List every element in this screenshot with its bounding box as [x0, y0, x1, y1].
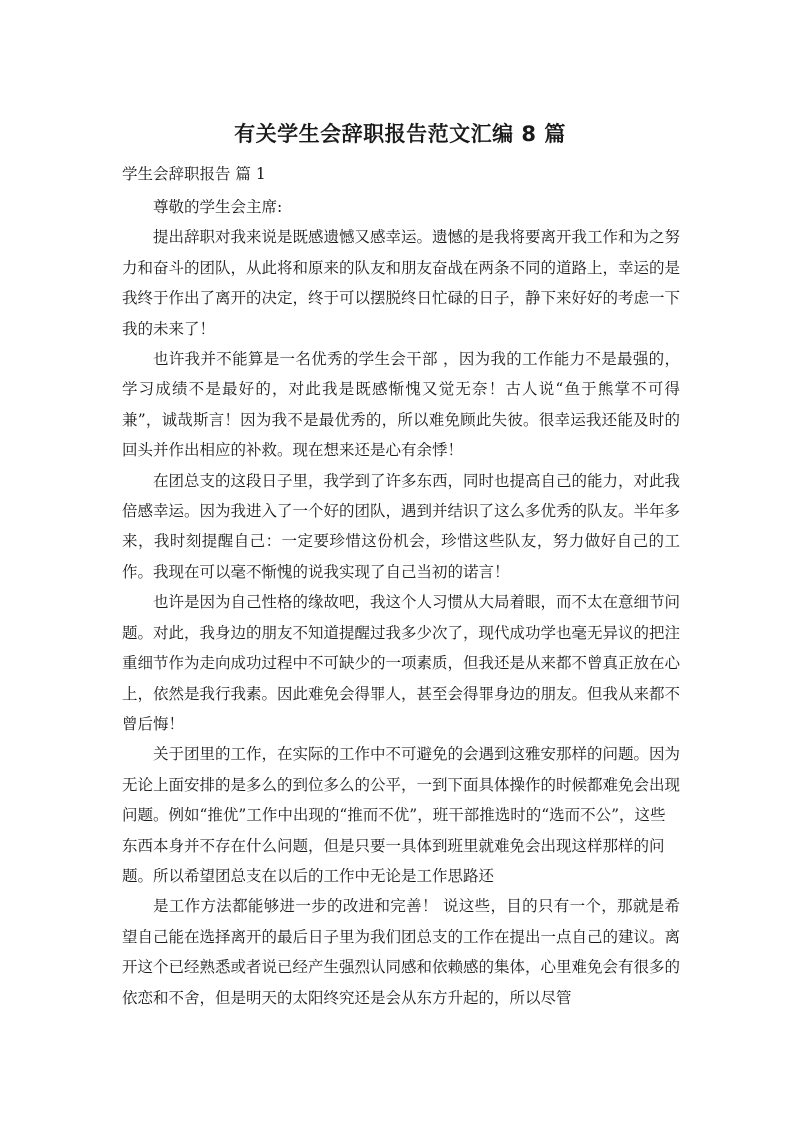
paragraph-4: 也许是因为自己性格的缘故吧，我这个人习惯从大局着眼，而不太在意细节问题。对此，我身边的朋友不知道提醒过我多少次了，现代成功学也毫无异议的把注重细节作为走向成功过程中不可缺少的一项素质，但我还是从来都不曾真正放在心上，依然是我行我素。因此难免会得罪人，甚至会得罪身边的朋友。但我从来都不曾后悔！ — [122, 593, 681, 733]
paragraph-3: 在团总支的这段日子里，我学到了许多东西，同时也提高自己的能力，对此我倍感幸运。因为我进入了一个好的团队，遇到并结识了这么多优秀的队友。半年多来，我时刻提醒自己：一定要珍惜这份机会，珍惜这些队友，努力做好自己的工作。我现在可以毫不惭愧的说我实现了自己当初的诺言！ — [122, 471, 681, 581]
paragraph-2: 也许我并不能算是一名优秀的学生会干部 ，因为我的工作能力不是最强的，学习成绩不是最好的，对此我是既感惭愧又觉无奈！古人说“鱼于熊掌不可得兼”，诚哉斯言！因为我不是最优秀的，所以难免顾此失彼。很幸运我还能及时的回头并作出相应的补救。现在想来还是心有余悸！ — [122, 350, 680, 460]
paragraph-6: 是工作方法都能够进一步的改进和完善！ 说这些，目的只有一个，那就是希望自己能在选择离开的最后日子里为我们团总支的工作在提出一点自己的建议。离开这个已经熟悉或者说已经产生强烈认同感和依赖感的集体，心里难免会有很多的依恋和不舍，但是明天的太阳终究还是会从东方升起的，所以尽管 — [122, 897, 681, 1007]
document-title: 有关学生会辞职报告范文汇编 8 篇 — [234, 122, 566, 146]
salutation: 尊敬的学生会主席: — [153, 198, 283, 216]
paragraph-1: 提出辞职对我来说是既感遗憾又感幸运。遗憾的是我将要离开我工作和为之努力和奋斗的团队，从此将和原来的队友和朋友奋战在两条不同的道路上，幸运的是我终于作出了离开的决定，终于可以摆脱终日忙碌的日子，静下来好好的考虑一下我的未来了！ — [122, 228, 681, 338]
section-heading: 学生会辞职报告 篇 1 — [122, 165, 266, 183]
paragraph-5: 关于团里的工作，在实际的工作中不可避免的会遇到这雅安那样的问题。因为无论上面安排的是多么的到位多么的公平，一到下面具体操作的时候都难免会出现问题。例如“推优”工作中出现的“推而不优”，班干部推选时的“选而不公”，这些东西本身并不存在什么问题，但是只要一具体到班里就难免会出现这样那样的问题。所以希望团总支在以后的工作中无论是工作思路还 — [122, 745, 681, 885]
document-body — [122, 192, 680, 1013]
